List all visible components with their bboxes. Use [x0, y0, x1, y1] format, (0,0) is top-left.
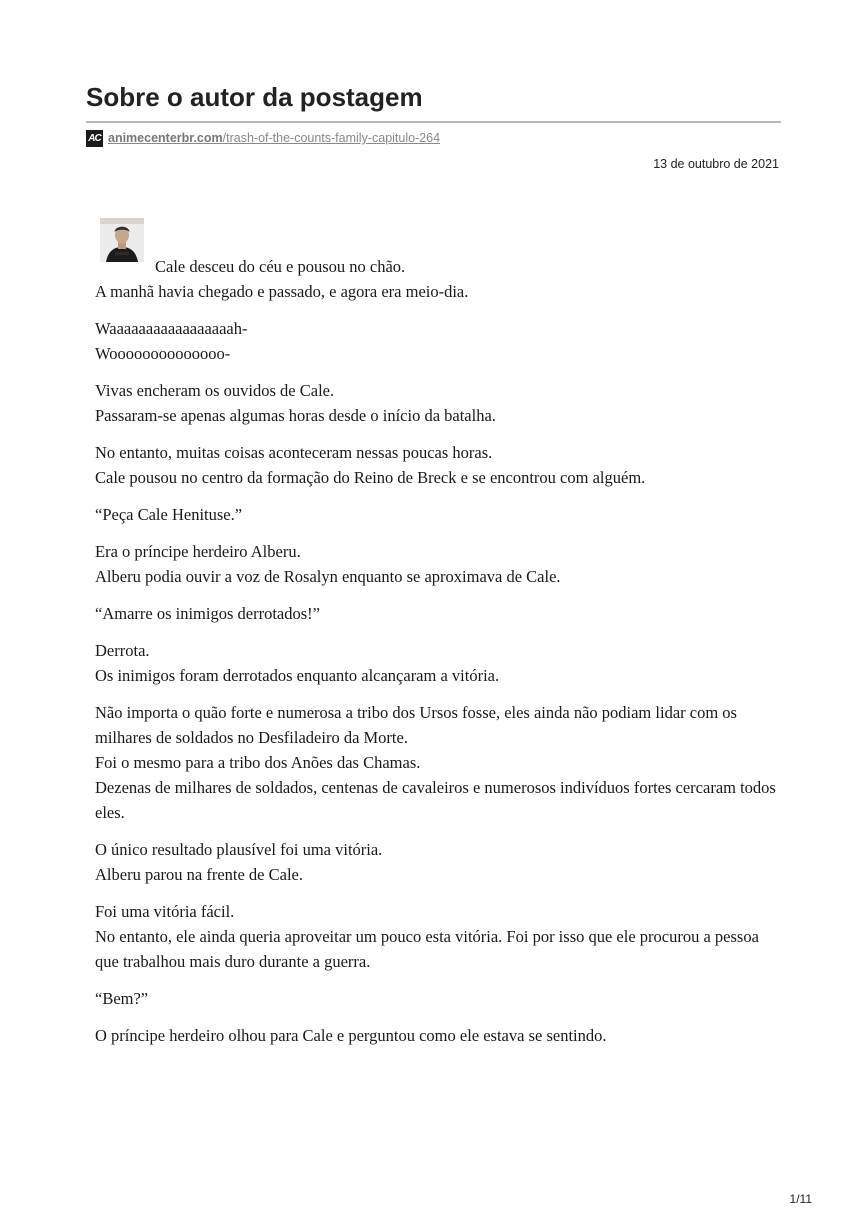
paragraph-line: Era o príncipe herdeiro Alberu. — [95, 542, 301, 561]
paragraph — [95, 502, 785, 527]
paragraph — [95, 638, 785, 688]
paragraph-line: Woooooooooooooo- — [95, 344, 231, 363]
paragraph — [95, 837, 785, 887]
paragraph-line: Alberu podia ouvir a voz de Rosalyn enquanto se aproximava de Cale. — [95, 567, 561, 586]
paragraph-line: Foi o mesmo para a tribo dos Anões das Chamas. — [95, 753, 421, 772]
paragraph-line: Passaram-se apenas algumas horas desde o início da batalha. — [95, 406, 496, 425]
title-divider — [86, 121, 781, 123]
paragraph-line: “Peça Cale Henituse.” — [95, 505, 243, 524]
paragraph — [95, 378, 785, 428]
paragraph-line: Foi uma vitória fácil. — [95, 902, 235, 921]
site-logo-icon: AC — [86, 130, 103, 147]
paragraph-line: Não importa o quão forte e numerosa a tribo dos Ursos fosse, eles ainda não podiam lidar com os milhares de soldados no Desfiladeiro da Morte. — [95, 703, 737, 747]
paragraph-line: No entanto, muitas coisas aconteceram nessas poucas horas. — [95, 443, 493, 462]
paragraph-line: “Amarre os inimigos derrotados!” — [95, 604, 320, 623]
paragraph-line: O único resultado plausível foi uma vitória. — [95, 840, 383, 859]
post-date: 13 de outubro de 2021 — [653, 157, 779, 171]
source-link[interactable] — [108, 131, 440, 145]
paragraph-line: Dezenas de milhares de soldados, centenas de cavaleiros e numerosos indivíduos fortes cercaram todos eles. — [95, 778, 776, 822]
paragraph — [95, 700, 785, 825]
paragraph-line: Cale desceu do céu e pousou no chão. — [155, 257, 406, 276]
paragraph-line: A manhã havia chegado e passado, e agora era meio-dia. — [95, 282, 469, 301]
page-title: Sobre o autor da postagem — [86, 82, 423, 112]
source-row — [86, 129, 440, 147]
source-domain: animecenterbr.com — [108, 131, 223, 145]
paragraph-line: Alberu parou na frente de Cale. — [95, 865, 303, 884]
paragraph — [95, 986, 785, 1011]
page-number: 1/11 — [789, 1192, 812, 1206]
paragraph-line: Vivas encheram os ouvidos de Cale. — [95, 381, 335, 400]
paragraph-line: “Bem?” — [95, 989, 149, 1008]
paragraph — [95, 899, 785, 974]
article-body — [95, 254, 785, 1060]
paragraph-line: Derrota. — [95, 641, 150, 660]
paragraph-line: Cale pousou no centro da formação do Reino de Breck e se encontrou com alguém. — [95, 468, 646, 487]
paragraph-line: No entanto, ele ainda queria aproveitar um pouco esta vitória. Foi por isso que ele procurou a pessoa que trabalhou mais duro durante a guerra. — [95, 927, 759, 971]
paragraph-line: Waaaaaaaaaaaaaaaaah- — [95, 319, 248, 338]
paragraph — [95, 601, 785, 626]
paragraph — [95, 440, 785, 490]
paragraph — [95, 316, 785, 366]
paragraph — [95, 539, 785, 589]
paragraph — [95, 1023, 785, 1048]
source-path: /trash-of-the-counts-family-capitulo-264 — [222, 131, 441, 145]
paragraph-line: Os inimigos foram derrotados enquanto alcançaram a vitória. — [95, 666, 500, 685]
paragraph-line: O príncipe herdeiro olhou para Cale e perguntou como ele estava se sentindo. — [95, 1026, 607, 1045]
paragraph — [95, 254, 785, 304]
